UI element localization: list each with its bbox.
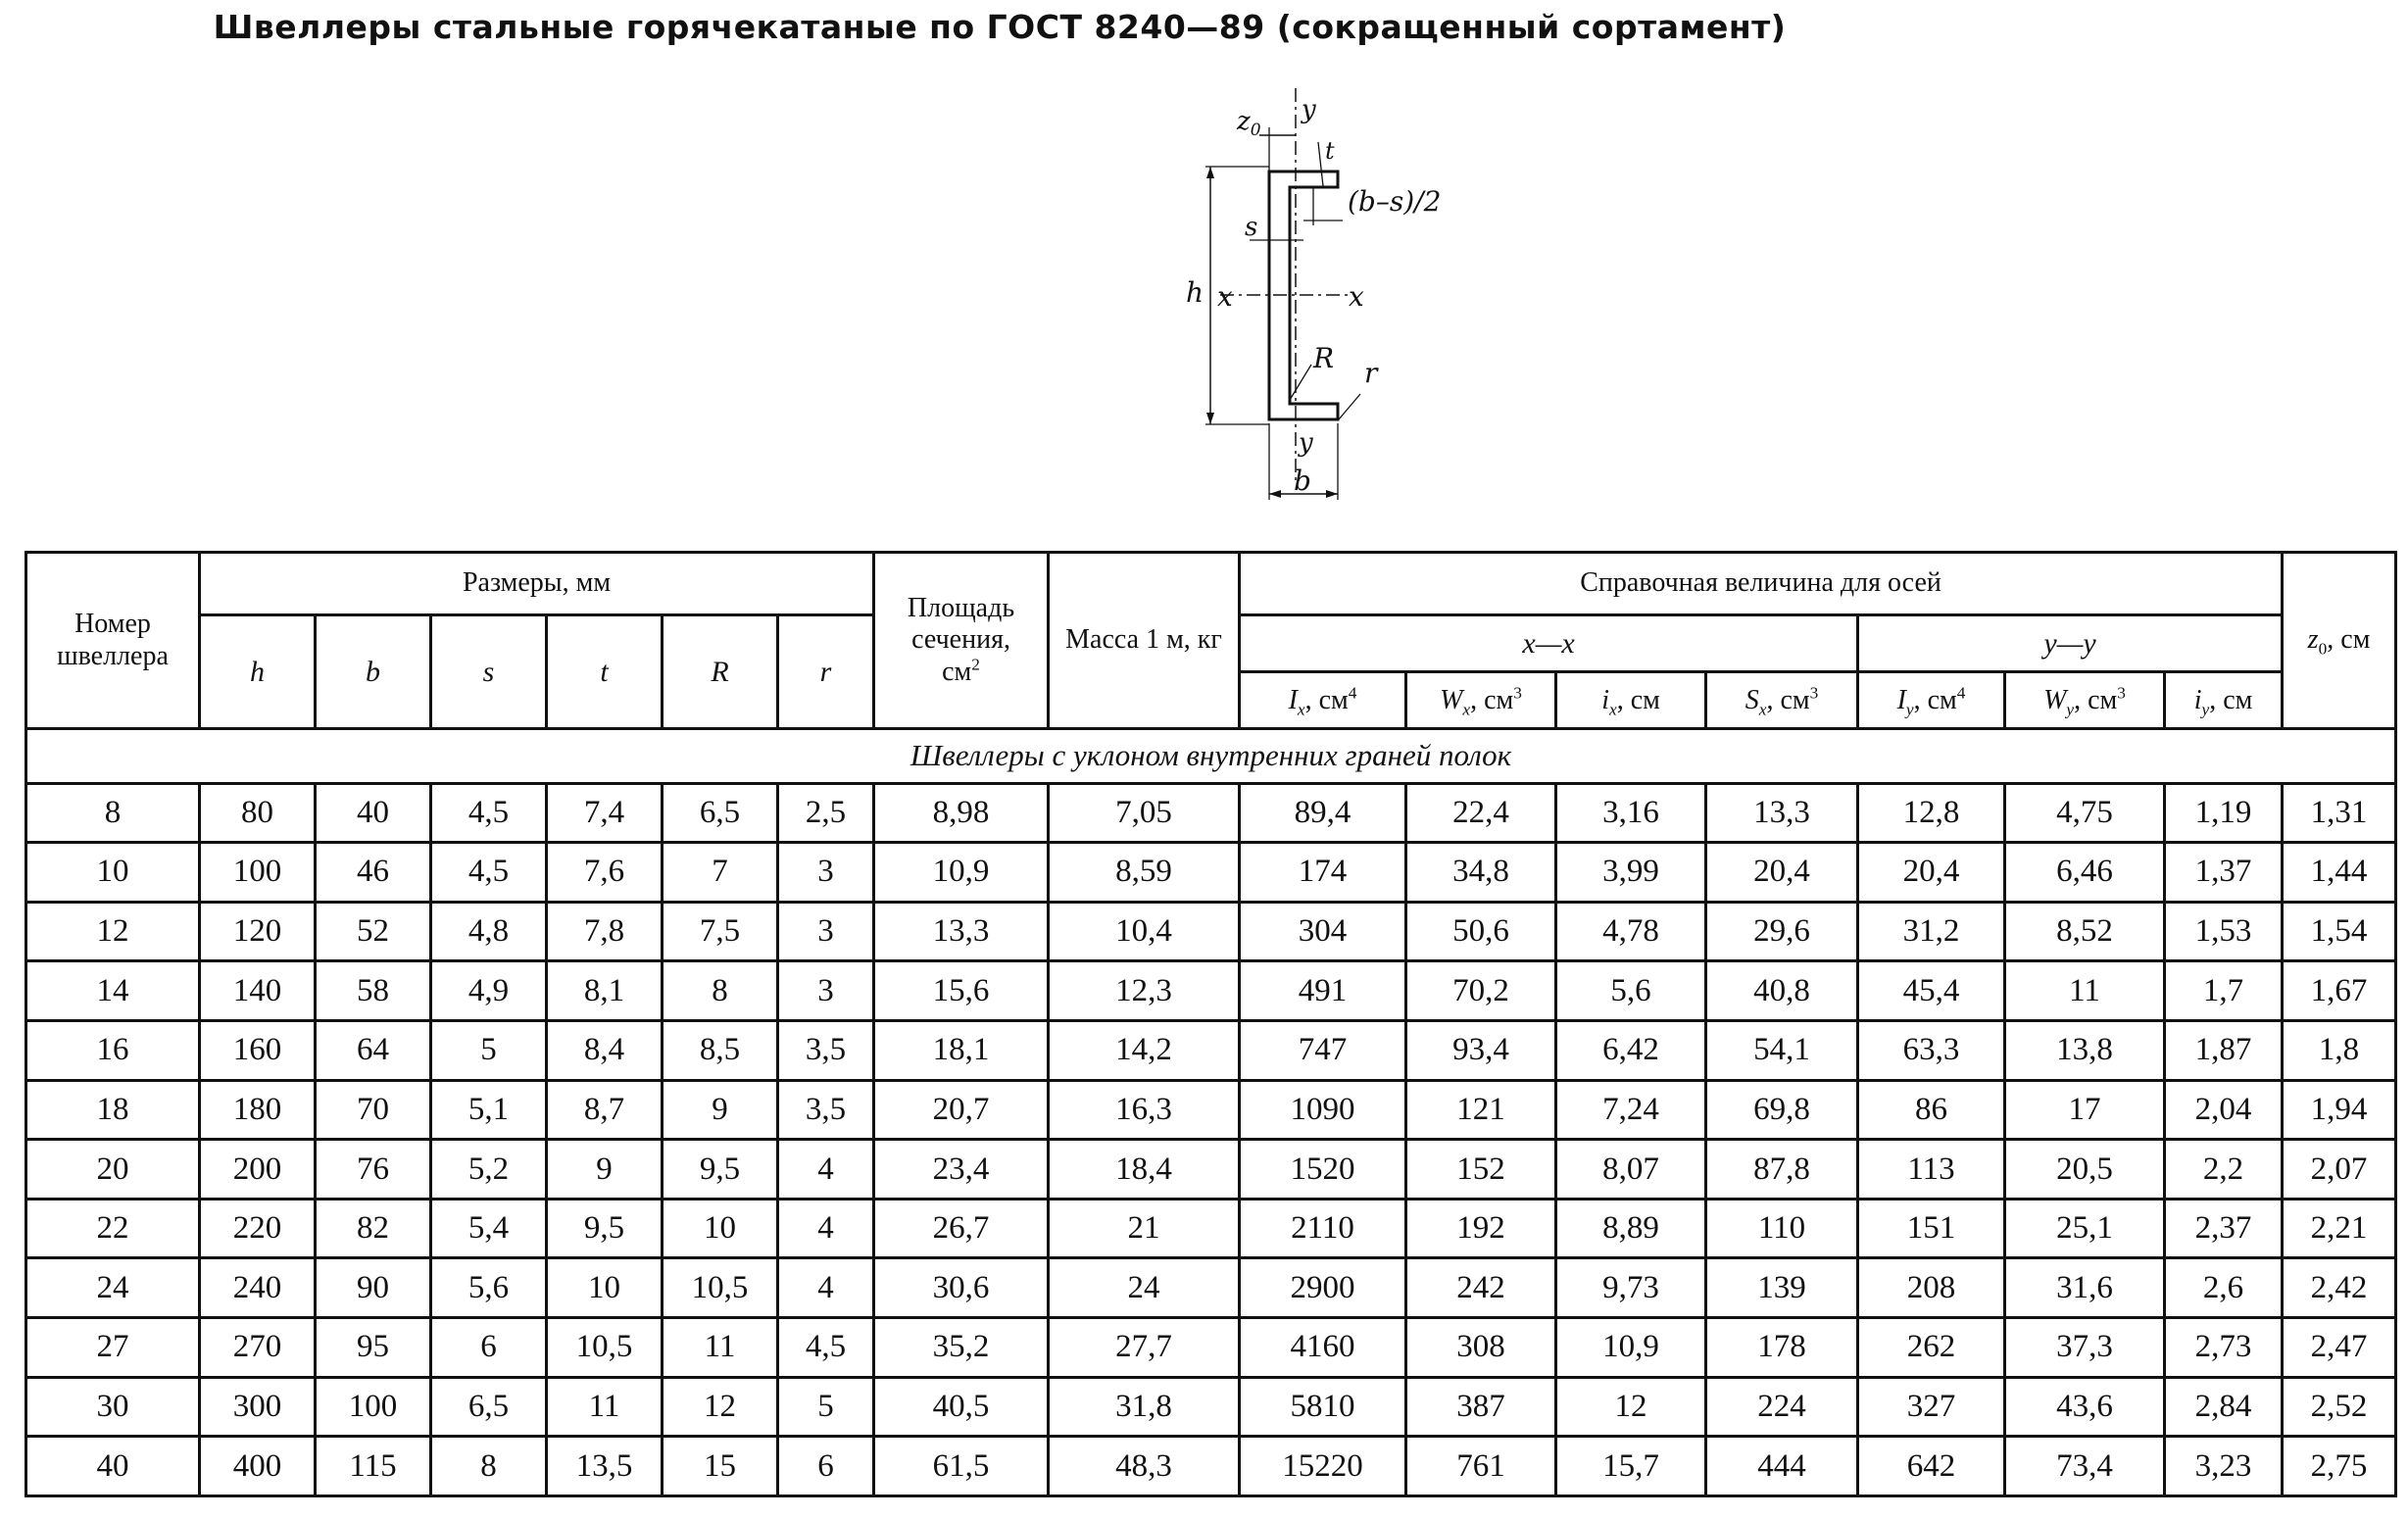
- cell-area: 23,4: [874, 1140, 1049, 1200]
- cell-b: 40: [316, 783, 431, 843]
- cell-h: 300: [200, 1377, 316, 1437]
- cell-R: 15: [663, 1437, 778, 1496]
- cell-mass: 16,3: [1049, 1080, 1240, 1140]
- cell-t: 8,4: [547, 1021, 663, 1081]
- header-Iy: $I_y$, $см^4$: [1858, 672, 2005, 729]
- table-row: [26, 961, 2396, 1021]
- cell-Wy: 73,4: [2005, 1437, 2165, 1496]
- cell-area: 18,1: [874, 1021, 1049, 1081]
- cell-Ix: 174: [1240, 843, 1406, 903]
- cell-s: 4,8: [431, 902, 547, 961]
- cell-Wy: 37,3: [2005, 1318, 2165, 1378]
- cell-Wx: 192: [1406, 1199, 1556, 1258]
- cell-z0: 2,52: [2283, 1377, 2396, 1437]
- cell-area: 26,7: [874, 1199, 1049, 1258]
- cell-r: 3: [778, 961, 874, 1021]
- cell-Iy: 262: [1858, 1318, 2005, 1378]
- cell-t: 8,1: [547, 961, 663, 1021]
- header-Ix: $I_x$, $см^4$: [1240, 672, 1406, 729]
- cell-R: 9: [663, 1080, 778, 1140]
- cell-iy: 2,73: [2165, 1318, 2283, 1378]
- cell-area: 13,3: [874, 902, 1049, 961]
- cell-iy: 1,87: [2165, 1021, 2283, 1081]
- label-s: s: [1245, 213, 1258, 242]
- cell-Iy: 86: [1858, 1080, 2005, 1140]
- cell-Wx: 50,6: [1406, 902, 1556, 961]
- cell-Wx: 152: [1406, 1140, 1556, 1200]
- cell-t: 10: [547, 1258, 663, 1318]
- cell-Wx: 761: [1406, 1437, 1556, 1496]
- header-area: Площадь сечения, $см^2$: [874, 553, 1049, 729]
- cell-Sx: 444: [1706, 1437, 1858, 1496]
- cell-Wy: 4,75: [2005, 783, 2165, 843]
- cell-Ix: 1090: [1240, 1080, 1406, 1140]
- cell-Iy: 642: [1858, 1437, 2005, 1496]
- header-z0: $z_0$, см: [2283, 553, 2396, 729]
- cell-iy: 2,04: [2165, 1080, 2283, 1140]
- cell-iy: 3,23: [2165, 1437, 2283, 1496]
- table-row: [26, 783, 2396, 843]
- cell-r: 3: [778, 843, 874, 903]
- cell-Sx: 139: [1706, 1258, 1858, 1318]
- cell-number: 12: [26, 902, 200, 961]
- cell-mass: 24: [1049, 1258, 1240, 1318]
- cell-b: 115: [316, 1437, 431, 1496]
- label-z0: $z_0$: [1237, 107, 1261, 140]
- cell-h: 80: [200, 783, 316, 843]
- r-leader: [1339, 394, 1360, 419]
- table-row: [26, 843, 2396, 903]
- cell-Iy: 31,2: [1858, 902, 2005, 961]
- cell-ix: 8,07: [1556, 1140, 1706, 1200]
- cell-r: 3,5: [778, 1021, 874, 1081]
- cell-R: 6,5: [663, 783, 778, 843]
- cell-b: 46: [316, 843, 431, 903]
- cell-Ix: 2900: [1240, 1258, 1406, 1318]
- cell-Wx: 93,4: [1406, 1021, 1556, 1081]
- cell-t: 9,5: [547, 1199, 663, 1258]
- cell-s: 4,5: [431, 783, 547, 843]
- cell-h: 180: [200, 1080, 316, 1140]
- cell-Wy: 8,52: [2005, 902, 2165, 961]
- cell-s: 6: [431, 1318, 547, 1378]
- cell-z0: 1,94: [2283, 1080, 2396, 1140]
- cell-number: 27: [26, 1318, 200, 1378]
- cell-Iy: 63,3: [1858, 1021, 2005, 1081]
- cell-h: 200: [200, 1140, 316, 1200]
- cell-ix: 5,6: [1556, 961, 1706, 1021]
- cell-s: 5,2: [431, 1140, 547, 1200]
- cell-r: 5: [778, 1377, 874, 1437]
- cell-Ix: 2110: [1240, 1199, 1406, 1258]
- cell-Wy: 17: [2005, 1080, 2165, 1140]
- header-dim-h: h: [200, 615, 316, 729]
- cell-r: 4: [778, 1140, 874, 1200]
- cell-b: 58: [316, 961, 431, 1021]
- header-ix: $i_x$, см: [1556, 672, 1706, 729]
- header-number: Номер швеллера: [26, 553, 200, 729]
- cell-number: 20: [26, 1140, 200, 1200]
- cell-t: 11: [547, 1377, 663, 1437]
- cell-R: 10,5: [663, 1258, 778, 1318]
- cell-Wx: 34,8: [1406, 843, 1556, 903]
- cell-Sx: 29,6: [1706, 902, 1858, 961]
- cell-mass: 27,7: [1049, 1318, 1240, 1378]
- cell-number: 24: [26, 1258, 200, 1318]
- cell-R: 12: [663, 1377, 778, 1437]
- cell-Wx: 70,2: [1406, 961, 1556, 1021]
- cell-mass: 48,3: [1049, 1437, 1240, 1496]
- cell-number: 10: [26, 843, 200, 903]
- table-row: [26, 1199, 2396, 1258]
- cell-h: 140: [200, 961, 316, 1021]
- cell-b: 82: [316, 1199, 431, 1258]
- label-x-left: x: [1217, 280, 1233, 313]
- cell-mass: 8,59: [1049, 843, 1240, 903]
- cell-number: 16: [26, 1021, 200, 1081]
- label-R: R: [1313, 342, 1335, 374]
- cell-iy: 1,19: [2165, 783, 2283, 843]
- cell-h: 100: [200, 843, 316, 903]
- cell-Sx: 13,3: [1706, 783, 1858, 843]
- cell-R: 8,5: [663, 1021, 778, 1081]
- cell-b: 76: [316, 1140, 431, 1200]
- cell-Ix: 89,4: [1240, 783, 1406, 843]
- header-reference: Справочная величина для осей: [1240, 553, 2283, 615]
- cell-number: 14: [26, 961, 200, 1021]
- cell-r: 6: [778, 1437, 874, 1496]
- cell-mass: 7,05: [1049, 783, 1240, 843]
- header-iy: $i_y$, см: [2165, 672, 2283, 729]
- cell-Wx: 242: [1406, 1258, 1556, 1318]
- cell-Wy: 11: [2005, 961, 2165, 1021]
- header-dim-R: R: [663, 615, 778, 729]
- cell-t: 8,7: [547, 1080, 663, 1140]
- cell-t: 10,5: [547, 1318, 663, 1378]
- cell-b: 64: [316, 1021, 431, 1081]
- cell-area: 61,5: [874, 1437, 1049, 1496]
- cell-r: 2,5: [778, 783, 874, 843]
- table-row: [26, 1021, 2396, 1081]
- table-row: [26, 902, 2396, 961]
- cell-ix: 15,7: [1556, 1437, 1706, 1496]
- cell-s: 8: [431, 1437, 547, 1496]
- header-dim-s: s: [431, 615, 547, 729]
- cell-area: 15,6: [874, 961, 1049, 1021]
- cell-r: 4: [778, 1258, 874, 1318]
- cell-z0: 1,44: [2283, 843, 2396, 903]
- header-dim-b: b: [316, 615, 431, 729]
- cell-mass: 10,4: [1049, 902, 1240, 961]
- cell-ix: 10,9: [1556, 1318, 1706, 1378]
- cell-Wx: 308: [1406, 1318, 1556, 1378]
- cell-Sx: 178: [1706, 1318, 1858, 1378]
- cell-z0: 1,67: [2283, 961, 2396, 1021]
- cell-mass: 14,2: [1049, 1021, 1240, 1081]
- cell-Sx: 40,8: [1706, 961, 1858, 1021]
- header-mass: Масса 1 м, кг: [1049, 553, 1240, 729]
- cell-mass: 31,8: [1049, 1377, 1240, 1437]
- cell-h: 160: [200, 1021, 316, 1081]
- cell-t: 7,8: [547, 902, 663, 961]
- cell-number: 30: [26, 1377, 200, 1437]
- channel-section-svg: [1147, 88, 1568, 519]
- header-dimensions: Размеры, мм: [200, 553, 874, 615]
- cell-area: 30,6: [874, 1258, 1049, 1318]
- cell-R: 7,5: [663, 902, 778, 961]
- cell-ix: 7,24: [1556, 1080, 1706, 1140]
- table-body: [26, 783, 2396, 1495]
- cell-z0: 2,07: [2283, 1140, 2396, 1200]
- cell-s: 5,6: [431, 1258, 547, 1318]
- cell-area: 10,9: [874, 843, 1049, 903]
- cell-Iy: 45,4: [1858, 961, 2005, 1021]
- cell-z0: 1,31: [2283, 783, 2396, 843]
- cell-Ix: 4160: [1240, 1318, 1406, 1378]
- cell-iy: 2,2: [2165, 1140, 2283, 1200]
- cell-number: 22: [26, 1199, 200, 1258]
- cell-mass: 21: [1049, 1199, 1240, 1258]
- page-title: Швеллеры стальные горячекатаные по ГОСТ 8240—89 (сокращенный сортамент): [213, 8, 1787, 46]
- cell-number: 8: [26, 783, 200, 843]
- cell-s: 4,5: [431, 843, 547, 903]
- header-axis-x: x—x: [1240, 615, 1858, 672]
- cell-number: 18: [26, 1080, 200, 1140]
- cell-iy: 1,53: [2165, 902, 2283, 961]
- header-Wx: $W_x$, $см^3$: [1406, 672, 1556, 729]
- table-row: [26, 1080, 2396, 1140]
- table-header: [26, 553, 2396, 729]
- cell-h: 240: [200, 1258, 316, 1318]
- cell-Iy: 12,8: [1858, 783, 2005, 843]
- label-y-bottom: y: [1299, 428, 1313, 458]
- cell-z0: 1,54: [2283, 902, 2396, 961]
- cell-area: 35,2: [874, 1318, 1049, 1378]
- cell-z0: 2,21: [2283, 1199, 2396, 1258]
- cell-ix: 3,99: [1556, 843, 1706, 903]
- table-row: [26, 1437, 2396, 1496]
- cell-Sx: 110: [1706, 1199, 1858, 1258]
- cell-ix: 3,16: [1556, 783, 1706, 843]
- cell-Ix: 5810: [1240, 1377, 1406, 1437]
- cell-s: 5,4: [431, 1199, 547, 1258]
- cell-Ix: 747: [1240, 1021, 1406, 1081]
- header-dim-t: t: [547, 615, 663, 729]
- table-row: [26, 1318, 2396, 1378]
- header-axis-y: y—y: [1858, 615, 2283, 672]
- label-b: b: [1294, 465, 1311, 497]
- cell-Wx: 22,4: [1406, 783, 1556, 843]
- header-Wy: $W_y$, $см^3$: [2005, 672, 2165, 729]
- cell-b: 70: [316, 1080, 431, 1140]
- table-section: [26, 729, 2396, 784]
- cell-h: 220: [200, 1199, 316, 1258]
- cell-z0: 2,42: [2283, 1258, 2396, 1318]
- cell-Sx: 224: [1706, 1377, 1858, 1437]
- cell-h: 270: [200, 1318, 316, 1378]
- cell-Iy: 327: [1858, 1377, 2005, 1437]
- table-row: [26, 1258, 2396, 1318]
- cell-z0: 2,47: [2283, 1318, 2396, 1378]
- cell-Ix: 491: [1240, 961, 1406, 1021]
- cell-area: 40,5: [874, 1377, 1049, 1437]
- cell-t: 9: [547, 1140, 663, 1200]
- cell-Wy: 25,1: [2005, 1199, 2165, 1258]
- cell-Ix: 15220: [1240, 1437, 1406, 1496]
- cell-Ix: 1520: [1240, 1140, 1406, 1200]
- cell-r: 4: [778, 1199, 874, 1258]
- cell-R: 10: [663, 1199, 778, 1258]
- cell-ix: 6,42: [1556, 1021, 1706, 1081]
- cell-iy: 1,37: [2165, 843, 2283, 903]
- cell-Sx: 69,8: [1706, 1080, 1858, 1140]
- cell-Iy: 208: [1858, 1258, 2005, 1318]
- cell-Sx: 54,1: [1706, 1021, 1858, 1081]
- cell-Wy: 31,6: [2005, 1258, 2165, 1318]
- cell-ix: 8,89: [1556, 1199, 1706, 1258]
- cell-Sx: 87,8: [1706, 1140, 1858, 1200]
- cell-r: 4,5: [778, 1318, 874, 1378]
- cell-number: 40: [26, 1437, 200, 1496]
- cell-R: 11: [663, 1318, 778, 1378]
- cell-z0: 1,8: [2283, 1021, 2396, 1081]
- cell-area: 8,98: [874, 783, 1049, 843]
- cell-s: 6,5: [431, 1377, 547, 1437]
- cell-s: 5,1: [431, 1080, 547, 1140]
- cell-R: 9,5: [663, 1140, 778, 1200]
- cell-iy: 2,84: [2165, 1377, 2283, 1437]
- cell-z0: 2,75: [2283, 1437, 2396, 1496]
- header-Sx: $S_x$, $см^3$: [1706, 672, 1858, 729]
- cell-b: 52: [316, 902, 431, 961]
- cell-t: 13,5: [547, 1437, 663, 1496]
- cell-area: 20,7: [874, 1080, 1049, 1140]
- label-h: h: [1186, 276, 1204, 309]
- cell-ix: 4,78: [1556, 902, 1706, 961]
- cell-Iy: 20,4: [1858, 843, 2005, 903]
- section-title: Швеллеры с уклоном внутренних граней полок: [26, 729, 2396, 784]
- label-r: r: [1364, 357, 1378, 389]
- channel-section-diagram: [1147, 88, 1568, 519]
- cell-Wy: 6,46: [2005, 843, 2165, 903]
- label-t: t: [1325, 137, 1335, 165]
- cell-iy: 1,7: [2165, 961, 2283, 1021]
- cell-t: 7,6: [547, 843, 663, 903]
- table-row: [26, 1140, 2396, 1200]
- cell-iy: 2,37: [2165, 1199, 2283, 1258]
- cell-b: 90: [316, 1258, 431, 1318]
- cell-Wy: 20,5: [2005, 1140, 2165, 1200]
- cell-Wy: 13,8: [2005, 1021, 2165, 1081]
- label-flange: (b–s)/2: [1348, 185, 1442, 218]
- cell-ix: 9,73: [1556, 1258, 1706, 1318]
- label-y-top: y: [1302, 95, 1316, 124]
- cell-s: 5: [431, 1021, 547, 1081]
- cell-Wx: 121: [1406, 1080, 1556, 1140]
- cell-h: 400: [200, 1437, 316, 1496]
- cell-mass: 12,3: [1049, 961, 1240, 1021]
- cell-iy: 2,6: [2165, 1258, 2283, 1318]
- cell-Iy: 113: [1858, 1140, 2005, 1200]
- label-x-right: x: [1349, 280, 1364, 313]
- R-leader: [1290, 365, 1311, 400]
- cell-mass: 18,4: [1049, 1140, 1240, 1200]
- cell-ix: 12: [1556, 1377, 1706, 1437]
- cell-Ix: 304: [1240, 902, 1406, 961]
- cell-h: 120: [200, 902, 316, 961]
- cell-b: 95: [316, 1318, 431, 1378]
- cell-r: 3: [778, 902, 874, 961]
- cell-Iy: 151: [1858, 1199, 2005, 1258]
- header-dim-r: r: [778, 615, 874, 729]
- table-row: [26, 1377, 2396, 1437]
- cell-t: 7,4: [547, 783, 663, 843]
- cell-R: 8: [663, 961, 778, 1021]
- cell-Wx: 387: [1406, 1377, 1556, 1437]
- cell-r: 3,5: [778, 1080, 874, 1140]
- cell-R: 7: [663, 843, 778, 903]
- cell-b: 100: [316, 1377, 431, 1437]
- cell-Sx: 20,4: [1706, 843, 1858, 903]
- cell-Wy: 43,6: [2005, 1377, 2165, 1437]
- channel-sortament-table: [25, 551, 2397, 1497]
- cell-s: 4,9: [431, 961, 547, 1021]
